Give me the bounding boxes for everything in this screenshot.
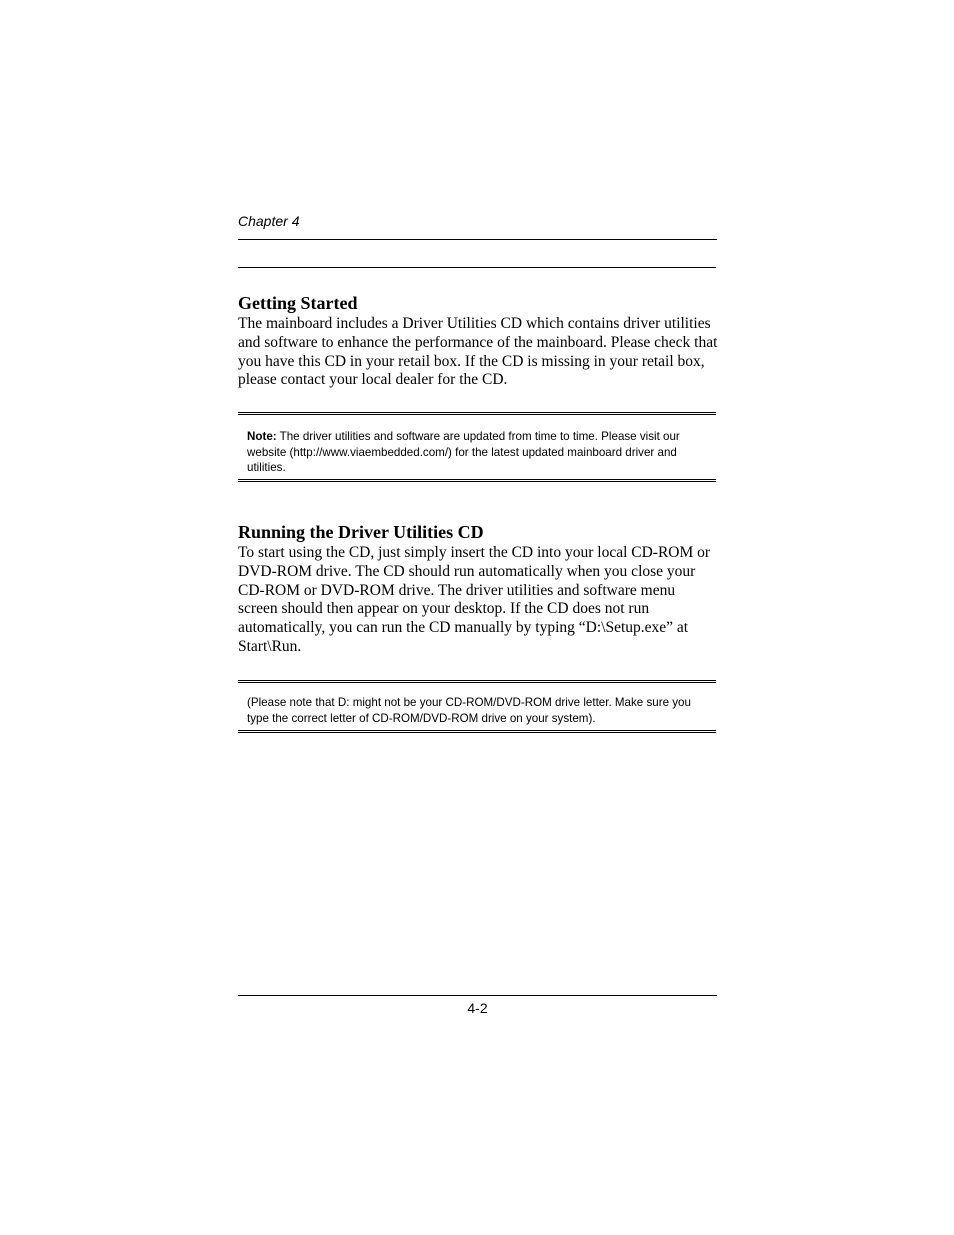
note-box-updates: [238, 412, 716, 482]
section-body-running-cd: To start using the CD, just simply insert the CD into your local CD-ROM or DVD-ROM drive. The CD should run automatically when you close your CD-ROM or DVD-ROM drive. The driver utilities and software menu screen should then appear on your desktop. If the CD does not run automatically, you can run the CD manually by typing “D:\Setup.exe” at Start\Run.: [238, 544, 711, 655]
note-label: Note:: [247, 430, 277, 443]
footer-rule: [238, 995, 717, 996]
note-text: (Please note that D: might not be your CD-ROM/DVD-ROM drive letter. Make sure you type the correct letter of CD-ROM/DVD-ROM drive on your system).: [247, 696, 691, 725]
section-title-getting-started: Getting Started: [238, 293, 358, 313]
header-rule-top: [238, 239, 717, 240]
note-box-drive-letter: [238, 680, 716, 733]
page-number: 4-2: [467, 1000, 488, 1016]
section-title-running-cd: Running the Driver Utilities CD: [238, 522, 484, 542]
header-rule-bottom: [238, 267, 716, 268]
chapter-header: Chapter 4: [238, 213, 300, 229]
note-text: The driver utilities and software are updated from time to time. Please visit our website (http://www.viaembedded.com/) for the latest updated mainboard driver and utilities.: [247, 430, 680, 474]
section-body-getting-started: The mainboard includes a Driver Utilities CD which contains driver utilities and software to enhance the performance of the mainboard. Please check that you have this CD in your retail box. If the CD is missing in your retail box, please contact your local dealer for the CD.: [238, 315, 718, 389]
